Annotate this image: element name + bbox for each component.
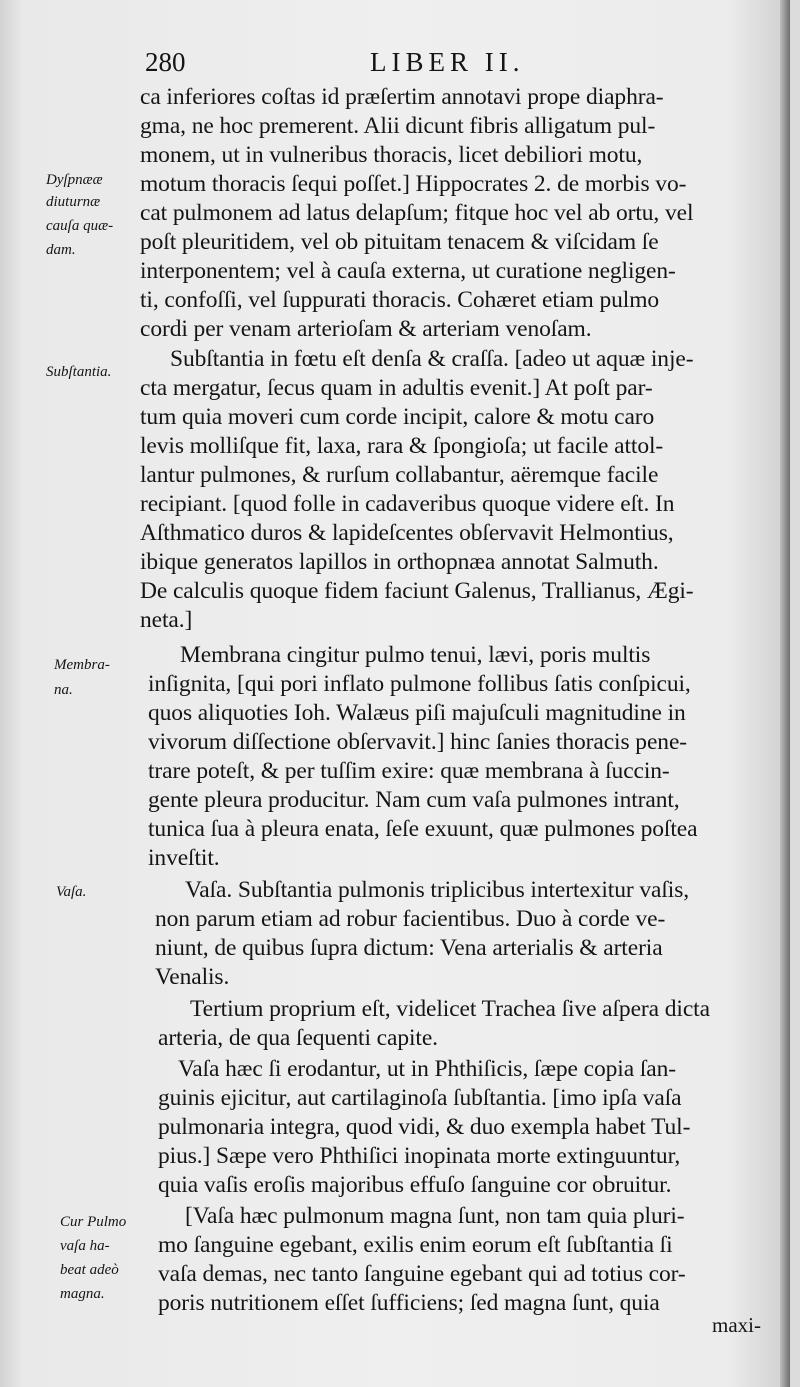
book-title: LIBER II.: [370, 47, 525, 77]
page-edge: [780, 0, 790, 1387]
text-line: ti, confoſſi, vel ſuppurati thoracis. Cohæret etiam pulmo: [140, 287, 660, 313]
text-line: poſt pleuritidem, vel ob pituitam tenacem & viſcidam ſe: [140, 229, 659, 255]
text-line: recipiant. [quod folle in cadaveribus quoque videre eſt. In: [140, 491, 675, 517]
text-line: mo ſanguine egebant, exilis enim eorum eſt ſubſtantia ſi: [158, 1232, 673, 1258]
text-line: tunica ſua à pleura enata, ſeſe exuunt, quæ pulmones poſtea: [148, 816, 698, 842]
catchword: maxi-: [712, 1313, 761, 1337]
text-line: ca inferiores coſtas id præſertim annotavi prope diaphra-: [140, 84, 664, 110]
text-line: neta.]: [140, 607, 193, 633]
text-line: ibique generatos lapillos in orthopnæa annotat Salmuth.: [140, 549, 659, 575]
text-line: motum thoracis ſequi poſſet.] Hippocrates 2. de morbis vo-: [140, 171, 687, 197]
text-line: Aſthmatico duros & lapideſcentes obſervavit Helmontius,: [140, 520, 674, 546]
margin-note: Membra-: [54, 657, 110, 673]
text-line: tum quia moveri cum corde incipit, calore & motu caro: [140, 404, 655, 430]
text-line: De calculis quoque fidem faciunt Galenus, Trallianus, Ægi-: [140, 578, 694, 604]
text-line: cat pulmonem ad latus delapſum; fitque hoc vel ab ortu, vel: [140, 200, 694, 226]
text-line: Venalis.: [155, 964, 230, 990]
text-line: quia vaſis eroſis majoribus effuſo ſanguine cor obruitur.: [158, 1172, 672, 1198]
text-line: interponentem; vel à cauſa externa, ut curatione negligen-: [140, 258, 676, 284]
page-number: 280: [145, 47, 186, 77]
text-line: pulmonaria integra, quod vidi, & duo exempla habet Tul-: [158, 1114, 691, 1140]
text-line: inveſtit.: [148, 845, 220, 871]
text-line: guinis ejicitur, aut cartilaginoſa ſubſtantia. [imo ipſa vaſa: [158, 1085, 682, 1111]
margin-note: magna.: [60, 1286, 105, 1302]
text-line: cta mergatur, ſecus quam in adultis evenit.] At poſt par-: [140, 375, 653, 401]
text-line: Tertium proprium eſt, videlicet Trachea ſive aſpera dicta: [190, 996, 710, 1022]
text-line: vivorum diſſectione obſervavit.] hinc ſanies thoracis pene-: [148, 729, 687, 755]
text-line: vaſa demas, nec tanto ſanguine egebant qui ad totius cor-: [158, 1261, 686, 1287]
text-line: Vaſa. Subſtantia pulmonis triplicibus intertexitur vaſis,: [185, 877, 690, 903]
margin-note: beat adeò: [60, 1262, 119, 1278]
text-line: Membrana cingitur pulmo tenui, lævi, poris multis: [180, 642, 651, 668]
text-line: arteria, de qua ſequenti capite.: [158, 1025, 438, 1051]
text-line: cordi per venam arterioſam & arteriam venoſam.: [140, 316, 592, 342]
text-line: Vaſa hæc ſi erodantur, ut in Phthiſicis, ſæpe copia ſan-: [178, 1056, 676, 1082]
margin-note: Cur Pulmo: [60, 1214, 127, 1230]
running-head: [145, 44, 745, 80]
margin-note: vaſa ha-: [60, 1238, 110, 1254]
text-line: gma, ne hoc premerent. Alii dicunt fibris alligatum pul-: [140, 113, 656, 139]
text-line: quos aliquoties Ioh. Walæus piſi majuſculi magnitudine in: [148, 700, 686, 726]
text-line: Subſtantia in fœtu eſt denſa & craſſa. [adeo ut aquæ inje-: [170, 346, 694, 372]
text-line: poris nutritionem eſſet ſufficiens; ſed magna ſunt, quia: [158, 1290, 660, 1316]
text-line: [Vaſa hæc pulmonum magna ſunt, non tam quia pluri-: [185, 1203, 685, 1229]
text-line: non parum etiam ad robur facientibus. Duo à corde ve-: [155, 906, 666, 932]
text-line: trare poteſt, & per tuſſim exire: quæ membrana à ſuccin-: [148, 758, 670, 784]
margin-note: na.: [54, 682, 73, 698]
text-line: pius.] Sæpe vero Phthiſici inopinata morte extinguuntur,: [158, 1143, 681, 1169]
text-line: monem, ut in vulneribus thoracis, licet debiliori motu,: [140, 142, 643, 168]
margin-note: dam.: [46, 242, 76, 258]
text-line: lantur pulmones, & rurſum collabantur, aëremque facile: [140, 462, 659, 488]
text-line: inſignita, [qui pori inflato pulmone follibus ſatis conſpicui,: [148, 671, 691, 697]
text-line: niunt, de quibus ſupra dictum: Vena arterialis & arteria: [155, 935, 663, 961]
text-line: levis molliſque fit, laxa, rara & ſpongioſa; ut facile attol-: [140, 433, 664, 459]
margin-note: Subſtantia.: [46, 364, 112, 380]
margin-note: cauſa quæ-: [46, 218, 114, 234]
text-line: gente pleura producitur. Nam cum vaſa pulmones intrant,: [148, 787, 680, 813]
margin-note: Dyſpnææ: [46, 172, 103, 188]
margin-note: Vaſa.: [56, 884, 87, 900]
margin-note: diuturnæ: [46, 194, 101, 210]
